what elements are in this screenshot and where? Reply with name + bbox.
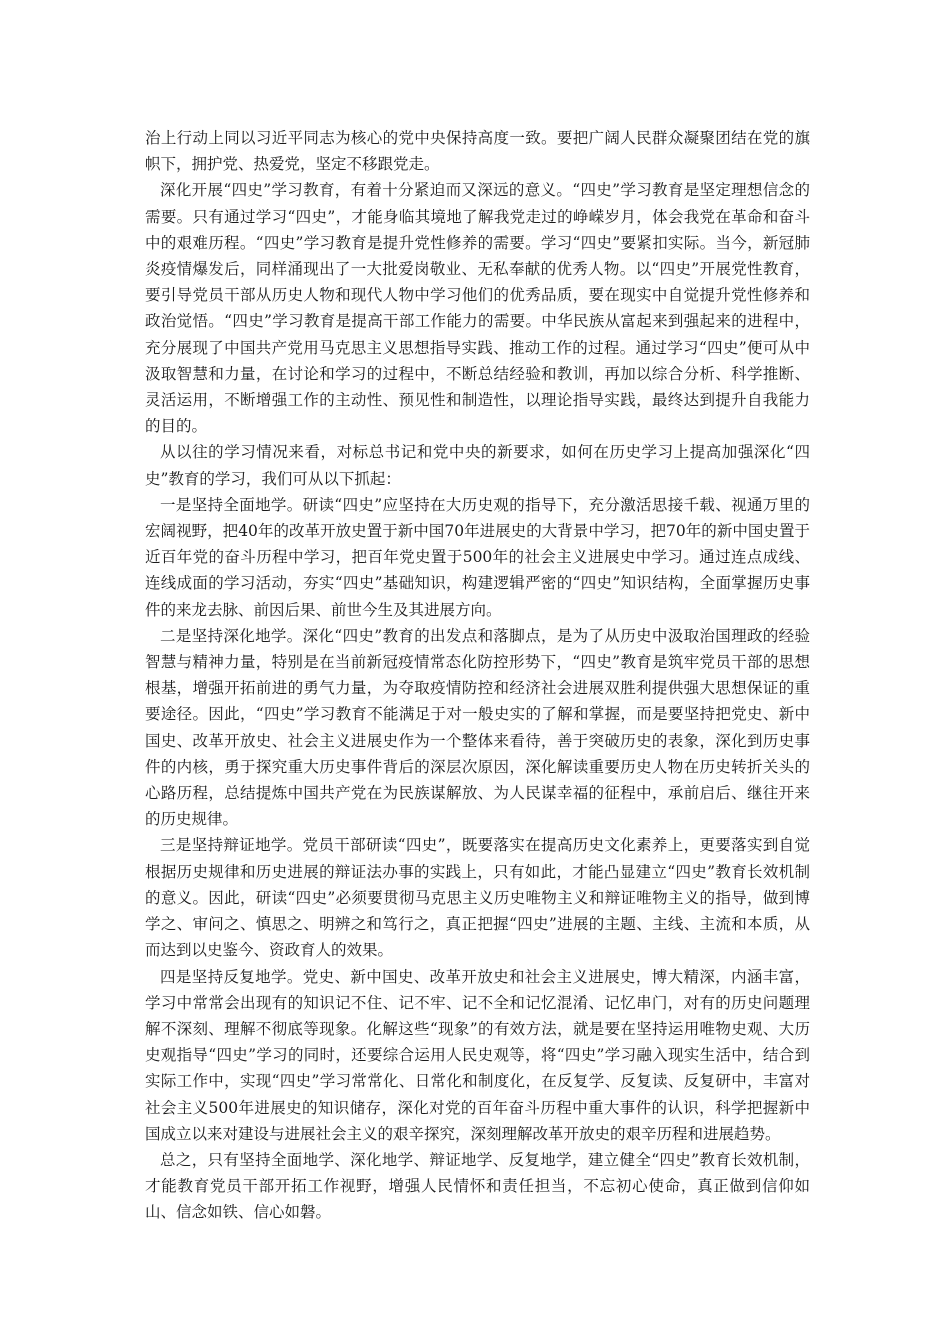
paragraph-approach-intro: 从以往的学习情况来看，对标总书记和党中央的新要求，如何在历史学习上提高加强深化“四史”教育的学习，我们可从以下抓起： bbox=[145, 443, 810, 488]
paragraph-conclusion: 总之，只有坚持全面地学、深化地学、辩证地学、反复地学，建立健全“四史”教育长效机制，才能教育党员干部开拓工作视野，增强人民情怀和责任担当，不忘初心使命，真正做到信仰如山、信念如铁、信心如磐。 bbox=[145, 1150, 810, 1222]
paragraph-point-four: 四是坚持反复地学。党史、新中国史、改革开放史和社会主义进展史，博大精深，内涵丰富，学习中常常会出现有的知识记不住、记不牢、记不全和记忆混淆、记忆串门，对有的历史问题理解不深刻、理解不彻底等现象。化解这些“现象”的有效方法，就是要在坚持运用唯物史观、大历史观指导“四史”学习的同时，还要综合运用人民史观等，将“四史”学习融入现实生活中，结合到实际工作中，实现“四史”学习常常化、日常化和制度化，在反复学、反复读、反复研中，丰富对社会主义500年进展史的知识储存，深化对党的百年奋斗历程中重大事件的认识，科学把握新中国成立以来对建设与进展社会主义的艰辛探究，深刻理解改革开放史的艰辛历程和进展趋势。 bbox=[145, 967, 810, 1143]
document-body bbox=[145, 125, 810, 1226]
paragraph-point-one: 一是坚持全面地学。研读“四史”应坚持在大历史观的指导下，充分激活思接千载、视通万里的宏阔视野，把40年的改革开放史置于新中国70年进展史的大背景中学习，把70年的新中国史置于近百年党的奋斗历程中学习，把百年党史置于500年的社会主义进展史中学习。通过连点成线、连线成面的学习活动，夯实“四史”基础知识，构建逻辑严密的“四史”知识结构，全面掌握历史事件的来龙去脉、前因后果、前世今生及其进展方向。 bbox=[145, 495, 810, 619]
paragraph-significance: 深化开展“四史”学习教育，有着十分紧迫而又深远的意义。“四史”学习教育是坚定理想信念的需要。只有通过学习“四史”，才能身临其境地了解我党走过的峥嵘岁月，体会我党在革命和奋斗中的艰难历程。“四史”学习教育是提升党性修养的需要。学习“四史”要紧扣实际。当今，新冠肺炎疫情爆发后，同样涌现出了一大批爱岗敬业、无私奉献的优秀人物。以“四史”开展党性教育，要引导党员干部从历史人物和现代人物中学习他们的优秀品质，要在现实中自觉提升党性修养和政治觉悟。“四史”学习教育是提高干部工作能力的需要。中华民族从富起来到强起来的进程中，充分展现了中国共产党用马克思主义思想指导实践、推动工作的过程。通过学习“四史”便可从中汲取智慧和力量，在讨论和学习的过程中，不断总结经验和教训，再加以综合分析、科学推断、灵活运用，不断增强工作的主动性、预见性和制造性，以理论指导实践，最终达到提升自我能力的目的。 bbox=[145, 181, 810, 436]
paragraph-continuation: 治上行动上同以习近平同志为核心的党中央保持高度一致。要把广阔人民群众凝聚团结在党的旗帜下，拥护党、热爱党，坚定不移跟党走。 bbox=[145, 129, 810, 174]
paragraph-point-three: 三是坚持辩证地学。党员干部研读“四史”，既要落实在提高历史文化素养上，更要落实到自觉根据历史规律和历史进展的辩证法办事的实践上，只有如此，才能凸显建立“四史”教育长效机制的意义。因此，研读“四史”必须要贯彻马克思主义历史唯物主义和辩证唯物主义的指导，做到博学之、审问之、慎思之、明辨之和笃行之，真正把握“四史”进展的主题、主线、主流和本质，从而达到以史鉴今、资政育人的效果。 bbox=[145, 836, 810, 960]
paragraph-point-two: 二是坚持深化地学。深化“四史”教育的出发点和落脚点，是为了从历史中汲取治国理政的经验智慧与精神力量，特别是在当前新冠疫情常态化防控形势下，“四史”教育是筑牢党员干部的思想根基，增强开拓前进的勇气力量，为夺取疫情防控和经济社会进展双胜利提供强大思想保证的重要途径。因此，“四史”学习教育不能满足于对一般史实的了解和掌握，而是要坚持把党史、新中国史、改革开放史、社会主义进展史作为一个整体来看待，善于突破历史的表象，深化到历史事件的内核，勇于探究重大历史事件背后的深层次原因，深化解读重要历史人物在历史转折关头的心路历程，总结提炼中国共产党在为民族谋解放、为人民谋幸福的征程中，承前启后、继往开来的历史规律。 bbox=[145, 626, 810, 829]
